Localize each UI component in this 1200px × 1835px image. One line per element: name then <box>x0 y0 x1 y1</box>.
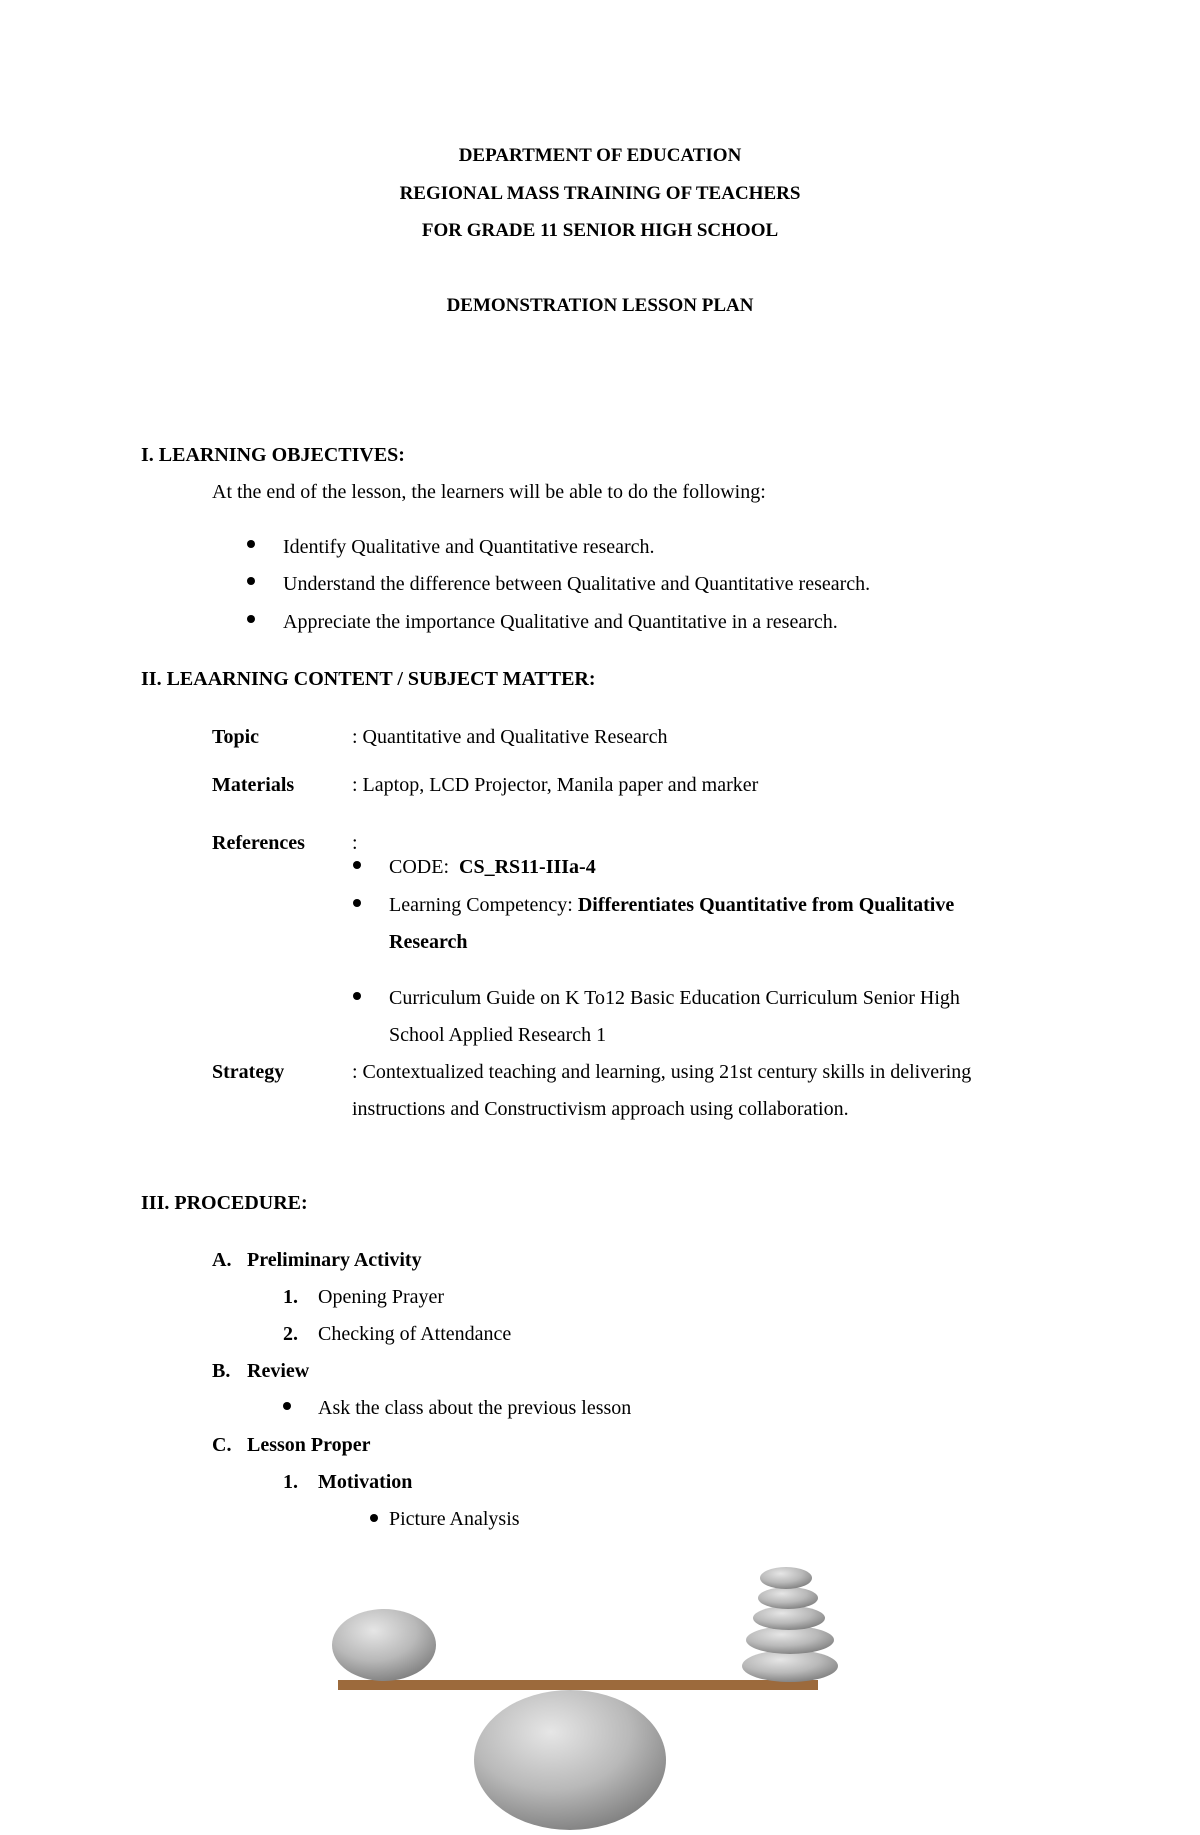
stacked-stones <box>742 1567 838 1682</box>
plan-title: DEMONSTRATION LESSON PLAN <box>446 295 754 316</box>
section-b-marker: B. <box>212 1360 231 1382</box>
section-b-label: Review <box>247 1360 310 1382</box>
bullet-icon <box>353 899 361 907</box>
reference-competency-label: Learning Competency: <box>389 894 573 916</box>
step-label: Checking of Attendance <box>318 1323 512 1345</box>
section-c-label: Lesson Proper <box>247 1434 371 1456</box>
reference-competency-value-cont: Research <box>389 931 468 953</box>
header-grade: FOR GRADE 11 SENIOR HIGH SCHOOL <box>421 220 779 241</box>
objectives-heading: I. LEARNING OBJECTIVES: <box>141 444 405 466</box>
header-department: DEPARTMENT OF EDUCATION <box>458 145 742 166</box>
motivation-item: Picture Analysis <box>389 1508 520 1530</box>
section-c-marker: C. <box>212 1434 232 1456</box>
objective-item: Understand the difference between Qualitative and Quantitative research. <box>283 573 871 595</box>
objective-item: Identify Qualitative and Quantitative research. <box>283 536 655 558</box>
bullet-icon <box>353 992 361 1000</box>
strategy-label: Strategy <box>212 1061 285 1083</box>
step-marker: 2. <box>283 1323 298 1345</box>
reference-code-value: CS_RS11-IIIa-4 <box>459 856 596 878</box>
step-marker: 1. <box>283 1286 298 1308</box>
materials-value: : Laptop, LCD Projector, Manila paper and marker <box>352 774 759 796</box>
content-heading: II. LEAARNING CONTENT / SUBJECT MATTER: <box>141 668 596 690</box>
reference-guide: Curriculum Guide on K To12 Basic Education Curriculum Senior High <box>389 987 960 1009</box>
section-a-label: Preliminary Activity <box>247 1249 422 1271</box>
strategy-value: : Contextualized teaching and learning, using 21st century skills in delivering <box>352 1061 972 1083</box>
reference-guide-cont: School Applied Research 1 <box>389 1024 607 1046</box>
single-stone <box>332 1609 436 1681</box>
bullet-icon <box>353 861 361 869</box>
step-label: Opening Prayer <box>318 1286 445 1308</box>
review-item: Ask the class about the previous lesson <box>318 1397 632 1419</box>
bullet-icon <box>247 615 255 623</box>
reference-competency-value: Differentiates Quantitative from Qualitative <box>577 894 955 916</box>
bullet-icon <box>283 1402 291 1410</box>
reference-code-label: CODE: <box>389 856 449 878</box>
topic-value: : Quantitative and Qualitative Research <box>352 726 668 748</box>
strategy-value-cont: instructions and Constructivism approach using collaboration. <box>352 1098 849 1120</box>
step-marker: 1. <box>283 1471 298 1493</box>
reference-competency <box>389 895 954 915</box>
bullet-icon <box>247 540 255 548</box>
section-a-marker: A. <box>212 1249 232 1271</box>
step-label: Motivation <box>318 1471 413 1493</box>
reference-code <box>389 857 596 877</box>
references-label: References <box>212 832 305 854</box>
fulcrum-stone <box>474 1690 666 1830</box>
bullet-icon <box>247 577 255 585</box>
topic-label: Topic <box>212 726 260 748</box>
materials-label: Materials <box>212 774 295 796</box>
balance-plank <box>338 1680 818 1690</box>
objectives-intro: At the end of the lesson, the learners will be able to do the following: <box>212 481 766 503</box>
procedure-heading: III. PROCEDURE: <box>141 1192 308 1214</box>
objective-item: Appreciate the importance Qualitative and Quantitative in a research. <box>283 611 838 633</box>
balance-stones-illustration <box>300 1550 860 1835</box>
bullet-icon <box>370 1514 378 1522</box>
references-colon: : <box>352 832 358 854</box>
header-training: REGIONAL MASS TRAINING OF TEACHERS <box>399 183 801 204</box>
